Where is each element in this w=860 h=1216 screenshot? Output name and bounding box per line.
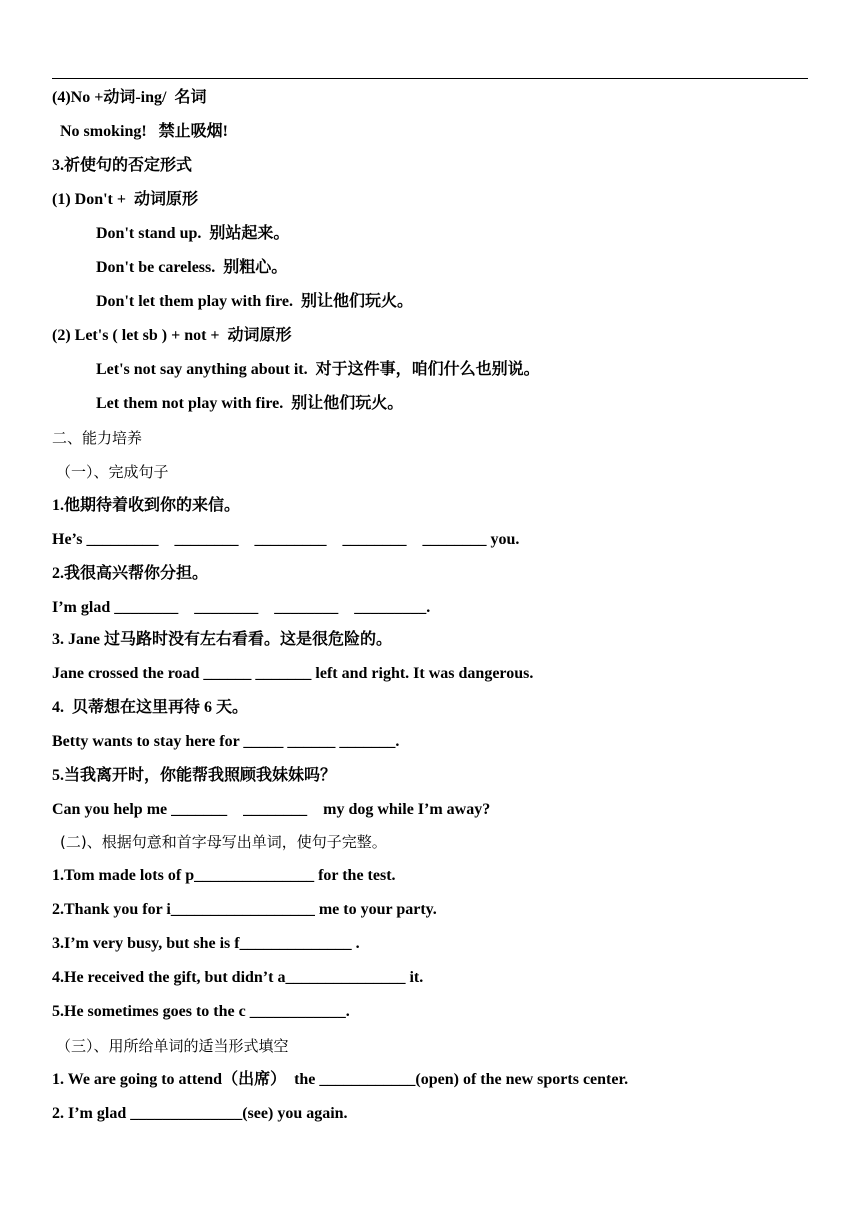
question-line: 2. I’m glad ______________(see) you again. <box>52 1105 348 1122</box>
question-line: 4.He received the gift, but didn’t a_______________ it. <box>52 969 424 986</box>
question-line: 2.Thank you for i__________________ me to your party. <box>52 901 437 918</box>
section-heading: 二、能力培养 <box>52 429 143 447</box>
answer-line: He’s _________ ________ _________ ________ ________ you. <box>52 531 520 548</box>
example-line: Don't let them play with fire. 别让他们玩火。 <box>96 293 414 310</box>
example-line: Don't stand up. 别站起来。 <box>96 225 290 242</box>
subsection-heading: （三）、用所给单词的适当形式填空 <box>56 1037 289 1055</box>
answer-line: I’m glad ________ ________ ________ _________. <box>52 599 431 616</box>
text-line: (4)No +动词-ing/ 名词 <box>52 89 207 106</box>
question-line: 3.I’m very busy, but she is f______________ . <box>52 935 360 952</box>
question-line: 5.He sometimes goes to the c ____________. <box>52 1003 350 1020</box>
question-line: 1.他期待着收到你的来信。 <box>52 497 241 514</box>
text-line: (1) Don't + 动词原形 <box>52 191 199 208</box>
text-line: (2) Let's ( let sb ) + not + 动词原形 <box>52 327 292 344</box>
header-rule <box>52 78 808 79</box>
example-line: Let's not say anything about it. 对于这件事，咱们什么也别说。 <box>96 361 540 378</box>
answer-line: Jane crossed the road ______ _______ left and right. It was dangerous. <box>52 665 534 682</box>
question-line: 2.我很高兴帮你分担。 <box>52 565 209 582</box>
example-line: Don't be careless. 别粗心。 <box>96 259 288 276</box>
answer-line: Betty wants to stay here for _____ ______ _______. <box>52 733 400 750</box>
question-line: 1.Tom made lots of p_______________ for the test. <box>52 867 396 884</box>
question-line: 5.当我离开时，你能帮我照顾我妹妹吗？ <box>52 767 337 784</box>
question-line: 1. We are going to attend（出席） the ____________(open) of the new sports center. <box>52 1071 629 1088</box>
section-heading: 3.祈使句的否定形式 <box>52 157 193 174</box>
answer-line: Can you help me _______ ________ my dog while I’m away? <box>52 801 491 818</box>
subsection-heading: （一）、完成句子 <box>56 463 169 481</box>
example-line: Let them not play with fire. 别让他们玩火。 <box>96 395 404 412</box>
question-line: 3. Jane 过马路时没有左右看看。这是很危险的。 <box>52 631 393 648</box>
subsection-heading: (二)、根据句意和首字母写出单词，使句子完整。 <box>60 833 387 851</box>
question-line: 4. 贝蒂想在这里再待 6 天。 <box>52 699 249 716</box>
text-line: No smoking! 禁止吸烟! <box>60 123 229 140</box>
